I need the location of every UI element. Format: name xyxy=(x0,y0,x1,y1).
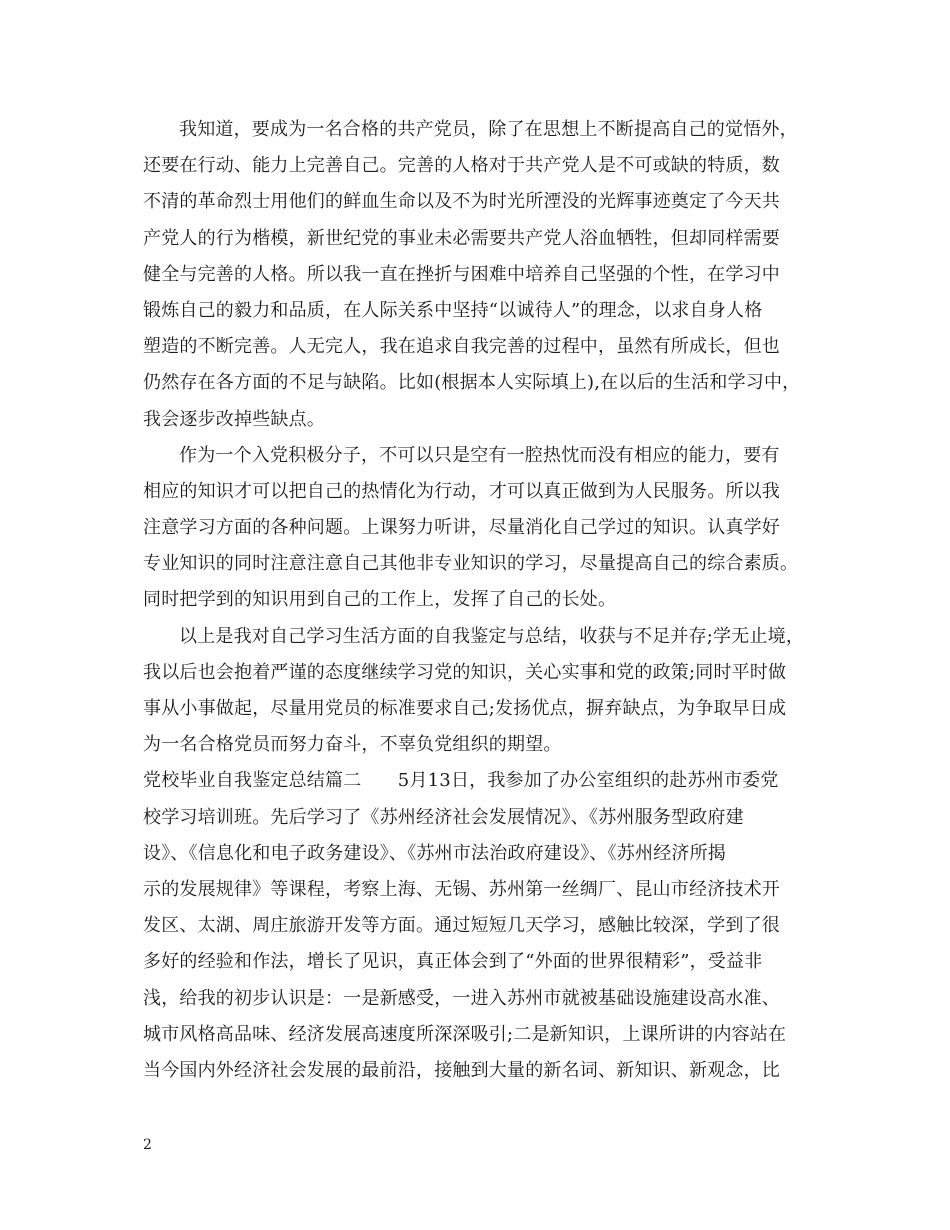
text-line: 当今国内外经济社会发展的最前沿，接触到大量的新名词、新知识、新观念，比 xyxy=(143,1059,780,1081)
text-line: 相应的知识才可以把自己的热情化为行动，才可以真正做到为人民服务。所以我 xyxy=(143,480,780,502)
text-line: 我知道，要成为一名合格的共产党员，除了在思想上不断提高自己的觉悟外， xyxy=(179,119,798,140)
page-number: 2 xyxy=(143,1137,152,1153)
text-line: 专业知识的同时注意注意自己其他非专业知识的学习，尽量提高自己的综合素质。 xyxy=(143,553,799,575)
text-line: 注意学习方面的各种问题。上课努力听讲，尽量消化自己学过的知识。认真学好 xyxy=(143,517,780,539)
text-line: 仍然存在各方面的不足与缺陷。比如(根据本人实际填上),在以后的生活和学习中， xyxy=(143,372,801,394)
text-line: 发区、太湖、周庄旅游开发等方面。通过短短几天学习，感触比较深，学到了很 xyxy=(143,915,780,937)
text-line: 设》、《信息化和电子政务建设》、《苏州市法治政府建设》、《苏州经济所揭 xyxy=(143,842,726,864)
text-line: 我以后也会抱着严谨的态度继续学习党的知识，关心实事和党的政策;同时平时做 xyxy=(143,661,787,683)
text-line: 校学习培训班。先后学习了《苏州经济社会发展情况》、《苏州服务型政府建 xyxy=(143,806,744,828)
text-line: 以上是我对自己学习生活方面的自我鉴定与总结，收获与不足并存;学无止境， xyxy=(179,625,805,647)
text-line: 锻炼自己的毅力和品质，在人际关系中坚持“以诚待人”的理念，以求自身人格 xyxy=(143,299,763,321)
text-line: 作为一个入党积极分子，不可以只是空有一腔热忱而没有相应的能力，要有 xyxy=(179,444,780,466)
text-line: 为一名合格党员而努力奋斗，不辜负党组织的期望。 xyxy=(143,734,562,756)
document-body xyxy=(143,112,811,1089)
text-line: 同时把学到的知识用到自己的工作上，发挥了自己的长处。 xyxy=(143,589,617,611)
text-line: 产党人的行为楷模，新世纪党的事业未必需要共产党人浴血牺牲，但却同样需要 xyxy=(143,227,780,249)
text-line: 事从小事做起，尽量用党员的标准要求自己;发扬优点，摒弃缺点，为争取早日成 xyxy=(143,698,787,719)
text-line: 不清的革命烈士用他们的鲜血生命以及不为时光所湮没的光辉事迹奠定了今天共 xyxy=(143,191,780,213)
text-line: 健全与完善的人格。所以我一直在挫折与困难中培养自己坚强的个性，在学习中 xyxy=(143,263,780,285)
text-line: 我会逐步改掉些缺点。 xyxy=(143,408,325,430)
text-line: 城市风格高品味、经济发展高速度所深深吸引;二是新知识，上课所讲的内容站在 xyxy=(143,1023,787,1045)
text-line: 塑造的不断完善。人无完人，我在追求自我完善的过程中，虽然有所成长，但也 xyxy=(143,336,780,358)
text-line: 党校毕业自我鉴定总结篇二 5月13日，我参加了办公室组织的赴苏州市委党 xyxy=(143,770,779,792)
text-line: 浅，给我的初步认识是：一是新感受，一进入苏州市就被基础设施建设高水准、 xyxy=(143,987,780,1009)
text-line: 多好的经验和作法，增长了见识，真正体会到了“外面的世界很精彩”，受益非 xyxy=(143,951,763,973)
text-line: 还要在行动、能力上完善自己。完善的人格对于共产党人是不可或缺的特质，数 xyxy=(143,155,780,177)
text-line: 示的发展规律》等课程，考察上海、无锡、苏州第一丝绸厂、昆山市经济技术开 xyxy=(143,878,780,900)
